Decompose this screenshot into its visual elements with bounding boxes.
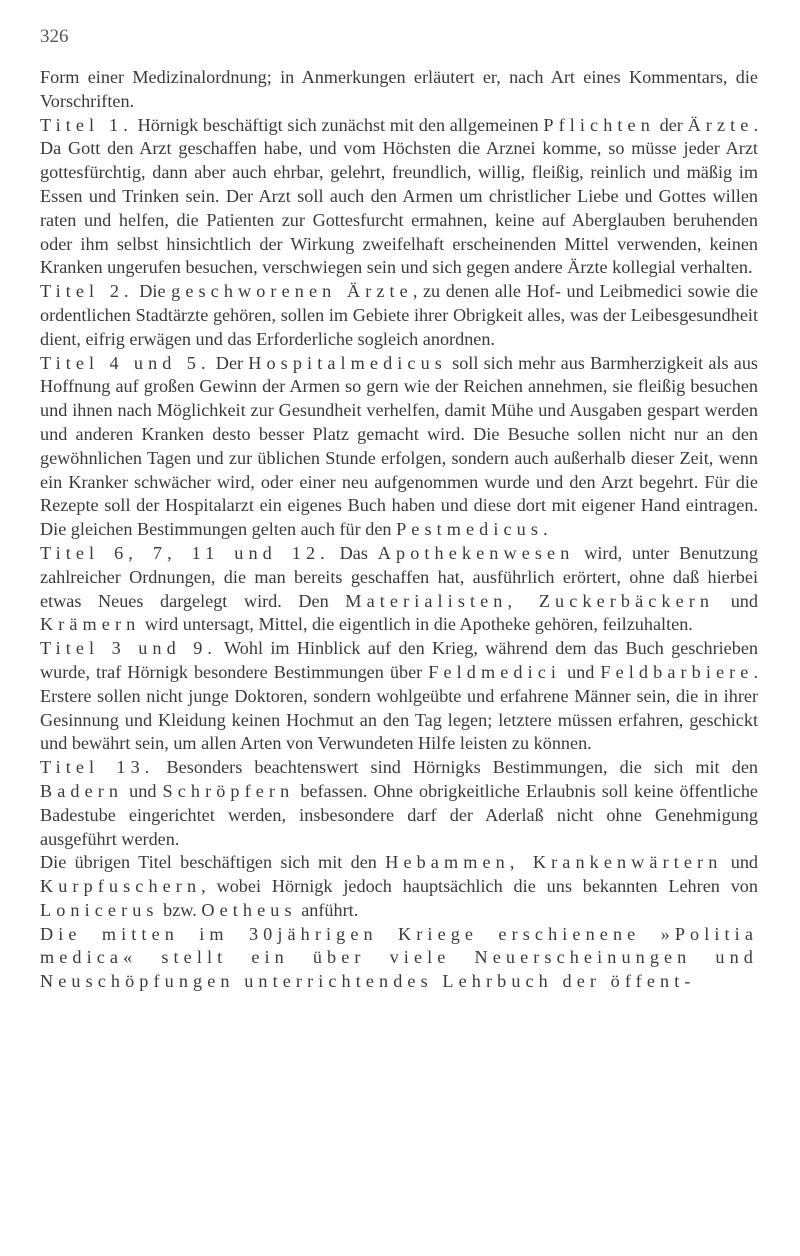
- text-run: .: [543, 519, 548, 540]
- text-run: soll sich mehr aus Barmherzigkeit als aus Hoffnung auf großen Gewinn der Armen so gern wie der Reichen annehmen, sie fleißig besuchen und ihnen nach Möglichkeit zur Gesundheit verhelfen, damit Mühe und Ausgaben gespart werden und anderen Kranken desto besser Platz gemacht wird. Die Besuche sollen nicht nur an den gewöhnlichen Tagen und zur üblichen Stunde erfolgen, sondern auch außerhalb dieser Zeit, wenn ein Kranker schwächer wird, oder einer neu aufgenommen wurde und den Arzt begehrt. Für die Rezepte soll der Hospitalarzt ein eigenes Buch haben und diese dort mit eigener Hand eintragen. Die gleichen Bestimmungen gelten auch für den: [40, 352, 759, 540]
- text-run: Die: [133, 281, 172, 302]
- text-run: wird, unter Benutzung zahlreicher Ordnungen, die man bereits geschaffen hat, ausführlich erörtert, ohne daß hierbei etwas Neues dargelegt wird. Den: [40, 542, 758, 611]
- spaced-emphasis-text: Materialisten, Zuckerbäckern: [345, 590, 715, 611]
- paragraph: [40, 542, 758, 637]
- spaced-emphasis-text: Hospitalmedicus: [248, 352, 447, 373]
- spaced-emphasis-text: Kurpfuschern: [40, 876, 202, 897]
- text-run: bzw.: [158, 899, 202, 920]
- text-run: Hörnigk beschäftigt sich zunächst mit den allgemeinen: [132, 114, 544, 135]
- page-number: 326: [40, 26, 69, 47]
- text-run: wird untersagt, Mittel, die eigentlich in die Apotheke gehören, feilzuhalten.: [140, 614, 693, 635]
- text-run: Form einer Medizinalordnung; in Anmerkungen erläutert er, nach Art eines Kommentars, die Vorschriften.: [40, 67, 758, 111]
- paragraph: [40, 280, 758, 351]
- spaced-emphasis-text: Krämern: [40, 614, 141, 635]
- text-run: . Erstere sollen nicht junge Doktoren, sondern wohlgeübte und erfahrene Männer sein, die in ihrer Gesinnung und Kleidung keinen Hochmut an den Tag legen; letztere müssen erfahren, geschickt und bewährt sein, um allen Arten von Verwundeten Hilfe leisten zu können.: [40, 661, 759, 754]
- spaced-emphasis-text: Titel 4 und 5.: [40, 352, 211, 373]
- text-run: und: [561, 661, 601, 682]
- paragraph: [40, 352, 758, 542]
- spaced-emphasis-text: Titel 2.: [40, 281, 134, 302]
- text-run: Das: [329, 542, 378, 563]
- spaced-emphasis-text: Die mitten im 30jährigen Kriege erschienene »Politia medica« stellt ein über viele Neuerscheinungen und Neuschöpfungen unterrichtendes Lehrbuch der öffent-: [40, 923, 758, 992]
- body-text: [40, 66, 758, 994]
- paragraph: [40, 923, 758, 994]
- text-run: befassen. Ohne obrigkeitliche Erlaubnis soll keine öffentliche Badestube eingerichtet werden, insbesondere darf der Aderlaß nicht ohne Genehmigung ausgeführt werden.: [40, 780, 758, 849]
- paragraph: [40, 66, 758, 114]
- spaced-emphasis-text: Ärzte: [687, 114, 754, 135]
- spaced-emphasis-text: Feldbarbiere: [600, 661, 754, 682]
- text-run: und: [123, 780, 163, 801]
- text-run: . Da Gott den Arzt geschaffen habe, und vom Höchsten die Arznei komme, so müsse jeder Arzt gottesfürchtig, dann aber auch ehrbar, gelehrt, freundlich, willig, fleißig, reinlich und mäßig im Essen und Trinken sein. Der Arzt soll auch den Armen um christlicher Liebe und Gottes willen raten und helfen, die Patienten zur Gottesfurcht ermahnen, keine auf Aberglauben beruhenden oder ihm selbst hinsichtlich der Wirkung zweifelhaft erscheinenden Mittel verwenden, keinen Kranken ungerufen besuchen, verschwiegen sein und sich gegen andere Ärzte kollegial verhalten.: [40, 114, 758, 278]
- spaced-emphasis-text: Lonicerus: [40, 899, 159, 920]
- spaced-emphasis-text: geschworenen Ärzte: [171, 281, 413, 302]
- spaced-emphasis-text: Pestmedicus: [396, 519, 544, 540]
- text-run: Besonders beachtenswert sind Hörnigks Bestimmungen, die sich mit den: [154, 757, 758, 778]
- text-run: Wohl im Hinblick auf den Krieg, während dem das Buch geschrieben wurde, traf Hörnigk besondere Bestimmungen über: [40, 638, 759, 682]
- text-run: anführt.: [296, 899, 359, 920]
- paragraph: [40, 114, 758, 281]
- spaced-emphasis-text: Titel 13.: [40, 757, 155, 778]
- spaced-emphasis-text: Feldmedici: [428, 661, 562, 682]
- text-run: der: [654, 114, 688, 135]
- spaced-emphasis-text: Titel 6, 7, 11 und 12.: [40, 542, 330, 563]
- spaced-emphasis-text: Apothekenwesen: [377, 542, 575, 563]
- text-run: und: [722, 852, 759, 873]
- text-run: Der: [210, 352, 249, 373]
- spaced-emphasis-text: Titel 1.: [40, 114, 133, 135]
- spaced-emphasis-text: Badern: [40, 780, 124, 801]
- spaced-emphasis-text: Oetheus: [201, 899, 297, 920]
- paragraph: [40, 756, 758, 851]
- text-run: Die übrigen Titel beschäftigen sich mit den: [40, 852, 386, 873]
- paragraph: [40, 637, 758, 756]
- spaced-emphasis-text: Pflichten: [543, 114, 655, 135]
- spaced-emphasis-text: Titel 3 und 9.: [40, 638, 218, 659]
- spaced-emphasis-text: Hebammen, Krankenwärtern: [385, 852, 723, 873]
- text-run: , wobei Hörnigk jedoch hauptsächlich die uns bekannten Lehren von: [201, 876, 758, 897]
- spaced-emphasis-text: Schröpfern: [162, 780, 295, 801]
- text-run: und: [714, 590, 758, 611]
- paragraph: [40, 851, 758, 922]
- text-run: , zu denen alle Hof- und Leibmedici sowie die ordentlichen Stadtärzte gehören, sollen im Gebiete ihrer Obrigkeit alles, was der Leibesgesundheit dient, eifrig erwägen und das Erforderliche sogleich anordnen.: [40, 281, 758, 349]
